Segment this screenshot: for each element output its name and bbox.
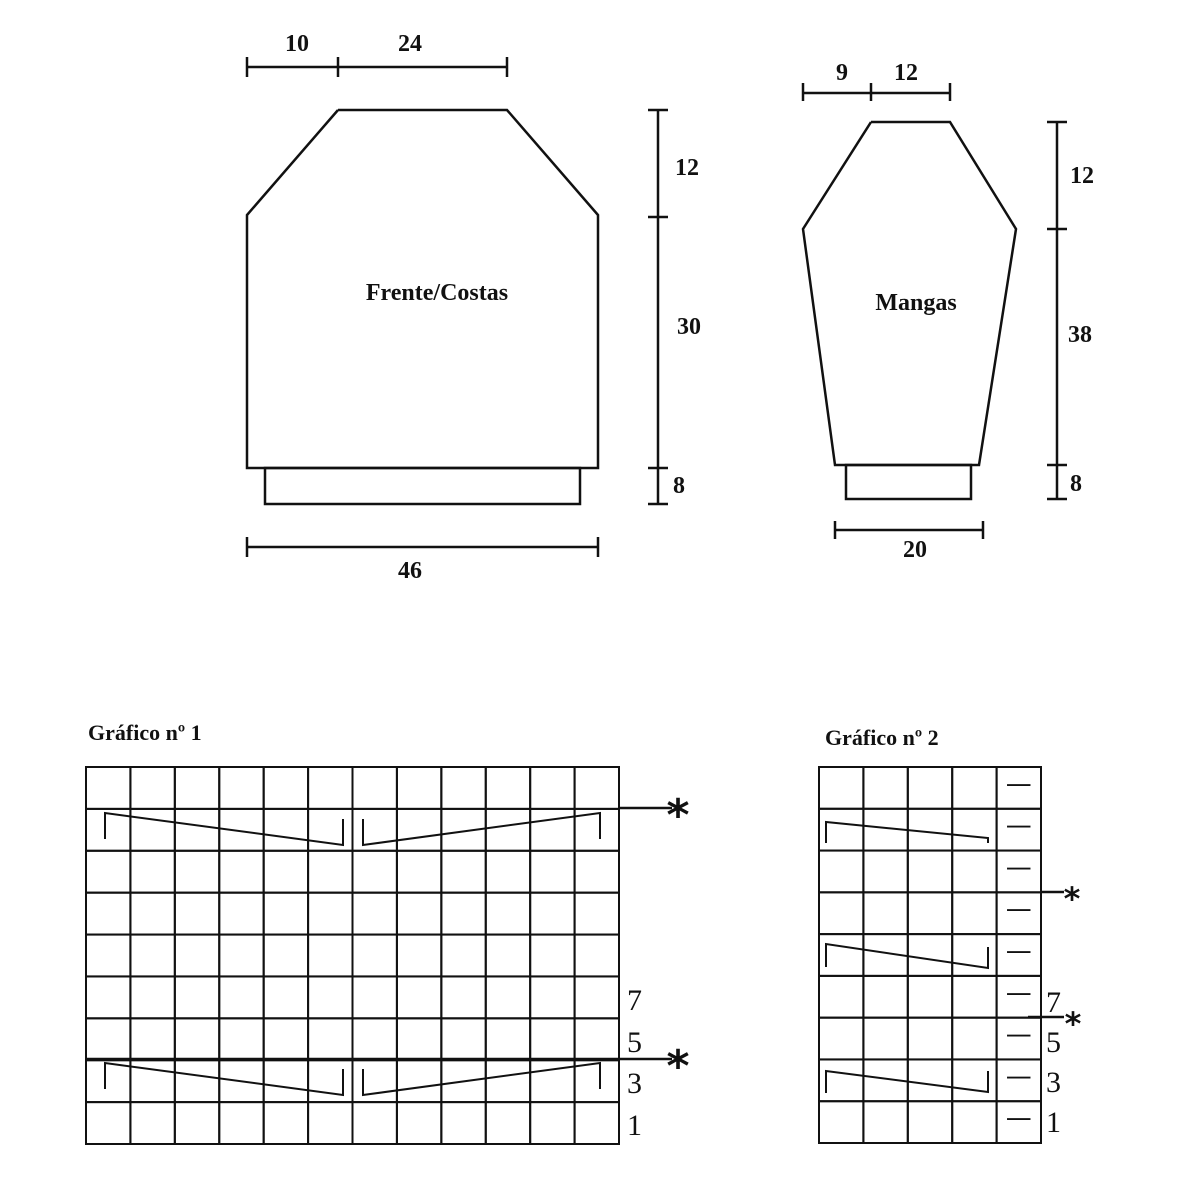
- chart-1-cell: [308, 976, 352, 1018]
- chart-1-cell: [264, 1102, 308, 1144]
- sleeves-label: Mangas: [875, 290, 957, 316]
- chart-2-cell: [863, 1018, 907, 1060]
- chart-2-purl-symbol: —: [1005, 1061, 1032, 1092]
- chart-1-cell: [397, 1060, 441, 1102]
- chart-2-cell: [952, 934, 996, 976]
- chart-1-cell: [130, 809, 174, 851]
- chart-1-title: Gráfico nº 1: [88, 720, 202, 745]
- chart-1-cell: [86, 1102, 130, 1144]
- chart-1-cell: [441, 767, 485, 809]
- front-top-dimension: [247, 31, 507, 77]
- chart-2-cell: [952, 1018, 996, 1060]
- chart-1-cell: [397, 1102, 441, 1144]
- chart-1-cell: [441, 976, 485, 1018]
- chart-1-cell: [397, 767, 441, 809]
- chart-2-purl-column: [1006, 769, 1032, 1133]
- sleeve-dim-top-right: 12: [894, 60, 918, 86]
- chart-1-cell: [397, 1018, 441, 1060]
- sleeve-dim-height-mid: 38: [1068, 322, 1092, 348]
- chart-1-row-number: 3: [627, 1067, 642, 1100]
- chart-2-purl-symbol: —: [1005, 810, 1032, 841]
- chart-1-cell: [308, 935, 352, 977]
- chart-1-cell: [175, 976, 219, 1018]
- chart-1-cell: [530, 851, 574, 893]
- chart-1-cell: [397, 851, 441, 893]
- chart-1: [86, 720, 690, 1144]
- chart-2-marker-top: *: [1063, 880, 1081, 918]
- front-back-schematic: [247, 31, 701, 584]
- chart-1-cell: [219, 893, 263, 935]
- chart-1-cell: [219, 851, 263, 893]
- chart-1-cell: [130, 851, 174, 893]
- chart-1-cell: [219, 1018, 263, 1060]
- chart-1-cell: [308, 809, 352, 851]
- sleeve-dim-height-top: 12: [1070, 163, 1094, 189]
- front-dim-height-mid: 30: [677, 314, 701, 340]
- chart-1-cell: [486, 893, 530, 935]
- front-ribbing: [265, 468, 580, 504]
- chart-2-cell: [952, 892, 996, 934]
- chart-2-cell: [908, 767, 952, 809]
- chart-2-title: Gráfico nº 2: [825, 725, 939, 750]
- sleeve-dim-height-bottom: 8: [1070, 471, 1082, 497]
- chart-2-cell: [908, 934, 952, 976]
- chart-1-cell: [130, 976, 174, 1018]
- chart-2-purl-symbol: —: [1005, 852, 1032, 883]
- chart-2-cell: [908, 892, 952, 934]
- chart-2-cell: [908, 1101, 952, 1143]
- chart-1-cell: [308, 851, 352, 893]
- chart-1-cell: [353, 1018, 397, 1060]
- front-bottom-dimension: [247, 537, 598, 584]
- chart-1-cell: [86, 1018, 130, 1060]
- chart-1-cell: [575, 893, 619, 935]
- chart-1-cell: [130, 767, 174, 809]
- chart-1-cell: [86, 893, 130, 935]
- chart-1-cell: [575, 767, 619, 809]
- chart-2-cell: [908, 1018, 952, 1060]
- chart-1-cell: [264, 1018, 308, 1060]
- chart-1-cell: [353, 893, 397, 935]
- chart-2-cell: [908, 976, 952, 1018]
- chart-1-cell: [86, 976, 130, 1018]
- chart-2-cell: [863, 767, 907, 809]
- chart-2-row-number: 7: [1046, 986, 1061, 1019]
- chart-1-marker-bottom: *: [666, 1041, 690, 1092]
- chart-2-cell: [952, 809, 996, 851]
- chart-1-cell: [486, 976, 530, 1018]
- front-dim-width: 46: [398, 558, 422, 584]
- chart-2-cell: [908, 851, 952, 893]
- chart-1-cell: [397, 935, 441, 977]
- chart-2-cell: [952, 976, 996, 1018]
- chart-2-cell: [819, 1018, 863, 1060]
- chart-2-purl-symbol: —: [1005, 936, 1032, 966]
- chart-1-cell: [130, 1018, 174, 1060]
- chart-1-cell: [264, 851, 308, 893]
- chart-1-cell: [264, 1060, 308, 1102]
- chart-1-cell: [264, 767, 308, 809]
- chart-1-cell: [486, 767, 530, 809]
- chart-2-cell: [819, 1101, 863, 1143]
- chart-2: [819, 725, 1082, 1143]
- front-dim-top-right: 24: [398, 31, 422, 57]
- chart-1-cell: [353, 1060, 397, 1102]
- chart-1-cell: [175, 809, 219, 851]
- chart-1-cell: [486, 1018, 530, 1060]
- chart-2-cell: [908, 809, 952, 851]
- chart-2-cell: [863, 976, 907, 1018]
- chart-1-marker-top: *: [666, 790, 690, 841]
- chart-1-cell: [575, 935, 619, 977]
- chart-1-cell: [175, 1060, 219, 1102]
- front-dim-height-bottom: 8: [673, 473, 685, 499]
- front-dim-height-top: 12: [675, 155, 699, 181]
- chart-2-cell: [952, 1059, 996, 1101]
- chart-1-cell: [575, 1018, 619, 1060]
- chart-1-cell: [308, 893, 352, 935]
- chart-1-row-number: 5: [627, 1026, 642, 1059]
- chart-1-cell: [308, 1018, 352, 1060]
- chart-1-cell: [486, 1102, 530, 1144]
- chart-2-cell: [819, 851, 863, 893]
- chart-2-purl-symbol: —: [1005, 894, 1032, 925]
- chart-1-cell: [219, 935, 263, 977]
- chart-1-cell: [353, 935, 397, 977]
- chart-2-cell: [819, 976, 863, 1018]
- chart-1-cell: [486, 1060, 530, 1102]
- chart-1-cell: [219, 1102, 263, 1144]
- chart-1-cell: [130, 893, 174, 935]
- chart-1-cell: [530, 935, 574, 977]
- chart-1-cell: [353, 851, 397, 893]
- front-right-dimension: [648, 110, 701, 504]
- chart-1-cell: [575, 851, 619, 893]
- chart-1-cell: [530, 1102, 574, 1144]
- chart-1-cell: [264, 976, 308, 1018]
- chart-2-cell: [908, 1059, 952, 1101]
- chart-1-cell: [530, 976, 574, 1018]
- chart-2-marker-bottom: *: [1064, 1005, 1082, 1043]
- chart-2-cell: [863, 1101, 907, 1143]
- chart-1-grid: [86, 767, 619, 1144]
- chart-1-cell: [575, 1102, 619, 1144]
- chart-1-cell: [175, 893, 219, 935]
- chart-2-cell: [819, 892, 863, 934]
- front-back-label: Frente/Costas: [365, 280, 509, 306]
- chart-1-cable-right-upper: [363, 813, 600, 845]
- sleeve-schematic: [803, 60, 1094, 563]
- sleeve-top-dimension: [803, 60, 950, 101]
- sleeve-bottom-dimension: [835, 521, 983, 563]
- chart-1-cell: [353, 809, 397, 851]
- chart-1-cell: [86, 935, 130, 977]
- chart-1-cell: [86, 767, 130, 809]
- chart-2-purl-symbol: —: [1005, 1103, 1032, 1134]
- chart-1-cell: [353, 976, 397, 1018]
- chart-2-cell: [952, 851, 996, 893]
- chart-1-cell: [130, 935, 174, 977]
- chart-2-cell: [863, 892, 907, 934]
- chart-1-cell: [530, 893, 574, 935]
- chart-1-cell: [397, 976, 441, 1018]
- chart-1-cell: [397, 893, 441, 935]
- chart-1-cell: [308, 1102, 352, 1144]
- chart-1-cell: [575, 976, 619, 1018]
- chart-2-purl-symbol: —: [1005, 1019, 1032, 1050]
- chart-2-cell: [819, 767, 863, 809]
- chart-2-cell: [863, 851, 907, 893]
- chart-1-cell: [175, 851, 219, 893]
- chart-1-cell: [441, 1102, 485, 1144]
- chart-1-cell: [175, 1018, 219, 1060]
- front-dim-top-left: 10: [285, 31, 309, 57]
- chart-1-cell: [175, 767, 219, 809]
- chart-1-cell: [219, 976, 263, 1018]
- chart-1-cell: [486, 935, 530, 977]
- sleeve-ribbing: [846, 465, 971, 499]
- chart-2-cell: [952, 1101, 996, 1143]
- chart-1-cell: [219, 767, 263, 809]
- chart-2-purl-symbol: —: [1005, 768, 1032, 799]
- chart-1-cell: [308, 767, 352, 809]
- chart-1-cell: [175, 1102, 219, 1144]
- sleeve-right-dimension: [1047, 122, 1094, 499]
- chart-1-cell: [441, 935, 485, 977]
- chart-1-row-number: 1: [627, 1109, 642, 1142]
- chart-2-row-number: 3: [1046, 1066, 1061, 1099]
- sleeve-dim-top-left: 9: [836, 60, 848, 86]
- chart-1-cable-right-lower: [363, 1063, 600, 1095]
- chart-1-cell: [441, 893, 485, 935]
- chart-1-cell: [353, 1102, 397, 1144]
- chart-2-row-number: 1: [1046, 1106, 1061, 1139]
- chart-1-cell: [530, 1018, 574, 1060]
- chart-1-cell: [264, 809, 308, 851]
- chart-1-cell: [441, 1018, 485, 1060]
- chart-1-cell: [353, 767, 397, 809]
- chart-1-row-number: 7: [627, 984, 642, 1017]
- chart-2-row-number: 5: [1046, 1026, 1061, 1059]
- chart-1-cell: [486, 851, 530, 893]
- chart-1-cell: [264, 935, 308, 977]
- chart-1-cell: [530, 767, 574, 809]
- chart-1-cell: [486, 809, 530, 851]
- chart-1-cell: [441, 851, 485, 893]
- chart-1-cell: [308, 1060, 352, 1102]
- sleeve-dim-width: 20: [903, 537, 927, 563]
- chart-1-cell: [175, 935, 219, 977]
- chart-1-cell: [397, 809, 441, 851]
- chart-1-cell: [264, 893, 308, 935]
- chart-2-cell: [952, 767, 996, 809]
- chart-1-cell: [86, 851, 130, 893]
- chart-1-cell: [130, 1102, 174, 1144]
- chart-2-purl-symbol: —: [1005, 977, 1032, 1008]
- chart-1-cell: [530, 809, 574, 851]
